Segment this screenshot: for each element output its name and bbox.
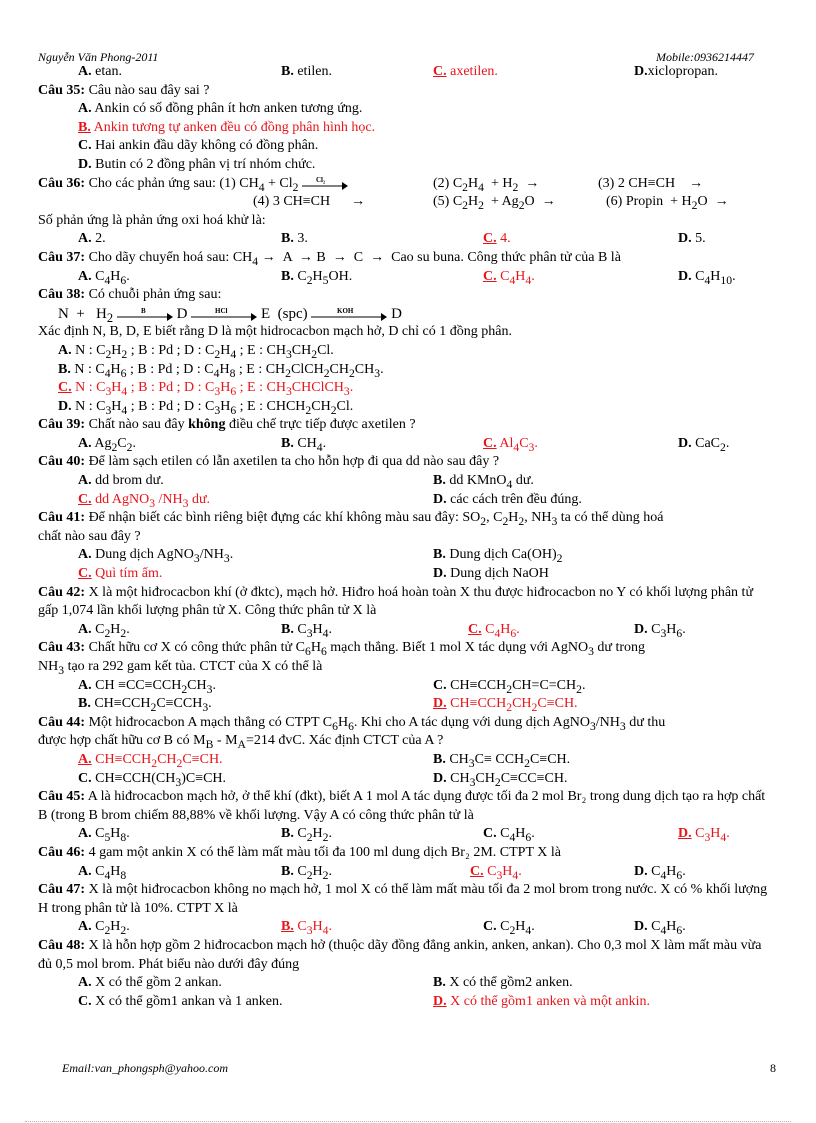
q38-description: Xác định N, B, D, E biết rằng D là một hidrocacbon mạch hở, D chỉ có 1 đồng phân.	[38, 324, 512, 340]
q35-stem: Câu 35: Câu nào sau đây sai ?	[38, 82, 210, 98]
q35-option-d: D. Butin có 2 đồng phân vị trí nhóm chức.	[78, 156, 316, 172]
q43-stem-cont: $NH_3$ tạo ra 292 gam kết tủa. CTCT của X có thể là	[38, 659, 323, 677]
svg-text:HCl: HCl	[215, 307, 228, 316]
q37-stem: Câu 37: Cho dãy chuyển hoá sau: $CH_4 \to A \to B \to C$ → Cao su buna. Công thức phân tử của B là	[38, 249, 621, 268]
arrow-label: Cl₂	[315, 176, 326, 185]
reaction-arrow-icon	[302, 176, 348, 190]
q44-options-row2: C. $CH\equiv CCH(CH_3)C\equiv CH$. D. $CH_3CH_2C\equiv CC\equiv CH$.	[78, 770, 568, 789]
q41-stem-cont: chất nào sau đây ?	[38, 528, 141, 544]
q36-reactions-row2: (4) 3 CH≡CH → (5) $C_2H_2 + Ag_2O$ → (6) Propin + $H_2O$ →	[253, 194, 729, 212]
q48-options-row1: A. X có thể gồm 2 ankan. B. X có thể gồm2 anken.	[78, 975, 573, 991]
q41-stem: Câu 41: Để nhận biết các bình riêng biệt đựng các khí không màu sau đây: $SO_2$, $C_2H_2$, $NH_3$ ta có thể dùng hoá	[38, 510, 664, 529]
q48-stem: Câu 48: X là hỗn hợp gồm 2 hiđrocacbon mạch hở (thuộc dãy đồng đẳng ankin, anken, ankan). Cho 0,3 mol X làm mất màu vừa đủ 0,5 mol brom. Phát biểu nào dưới đây đúng	[38, 937, 762, 972]
page-number: 8	[770, 1061, 776, 1075]
svg-text:KOH: KOH	[337, 307, 354, 316]
q45-options: A. $C_5H_8$. B. $C_2H_2$. C. $C_4H_6$. D. $C_3H_4$.	[78, 826, 730, 845]
q39-options: A. $Ag_2C_2$. B. $CH_4$. C. $Al_4C_3$. D. CaC$_2$.	[78, 435, 730, 454]
q43-options-row1: A. CH $\equiv CC\equiv CCH_2CH_3$. C. $CH\equiv CCH_2CH=C=CH_2$.	[78, 677, 586, 696]
q35-option-c: C. Hai ankin đầu dãy không có đồng phân.	[78, 138, 319, 154]
q47-stem: Câu 47: X là một hiđrocacbon không no mạch hở, 1 mol X có thể làm mất màu tối đa 2 mol brom trong nước. X có % khối lượng H trong phân tử là 10%. CTPT X là	[38, 882, 768, 916]
q44-options-row1: A. $CH\equiv CCH_2CH_2C\equiv CH$. B. $CH_3C\equiv CCH_2C\equiv CH$.	[78, 751, 571, 770]
q34-options: A. etan. B. etilen. C. axetilen. D.xiclopropan.	[78, 64, 718, 79]
q38-option-d: D. N : $C_3H_4$ ; B : Pd ; D : $C_3H_6$ ; E : $CHCH_2CH_2Cl$.	[58, 398, 354, 417]
reaction-arrow-icon	[311, 307, 387, 321]
q40-options-row2: C. dd AgNO$_3$ $/NH_3$ dư. D. các cách trên đều đúng.	[78, 491, 582, 510]
q44-stem: Câu 44: Một hiđrocacbon A mạch thẳng có CTPT $C_6H_6$. Khi cho A tác dụng với dung dịch $AgNO_3/NH_3$ dư thu	[38, 714, 666, 733]
q39-stem: Câu 39: Chất nào sau đây không điều chế trực tiếp được axetilen ?	[38, 417, 416, 433]
q36-stem: Câu 36: Cho các phản ứng sau: (1) $CH_4 + Cl_2$ Cl₂ (2) $C_2H_4 + H_2$ → (3) 2 CH≡CH →	[38, 175, 704, 194]
q38-chain: $N + H_2$ B D HCl E (spc) KOH D	[58, 305, 402, 325]
q44-stem-cont: được hợp chất hữu cơ B có $M_B - M_A=214$ đvC. Xác định CTCT của A ?	[38, 733, 444, 752]
q36-followup: Số phản ứng là phản ứng oxi hoá khử là:	[38, 212, 266, 228]
q42-options: A. $C_2H_2$. B. $C_3H_4$. C. $C_4H_6$. D. $C_3H_6$.	[78, 621, 686, 640]
q42-stem: Câu 42: X là một hiđrocacbon khí (ở đktc), mạch hở. Hiđro hoá hoàn toàn X thu được hiđrocacbon no Y có khối lượng phân tử gấp 1,074 lần khối lượng phân tử X. Công thức phân tử X là	[38, 584, 754, 619]
q38-option-b: B. N : $C_4H_6$ ; B : Pd ; D : $C_4H_8$ ; E : $CH_2ClCH_2CH_2CH_3$.	[58, 361, 384, 380]
svg-text:B: B	[140, 307, 146, 316]
reaction-arrow-icon	[117, 307, 173, 321]
q36-options: A. 2. B. 3. C. 4. D. 5.	[78, 231, 706, 247]
q46-stem: Câu 46: 4 gam một ankin X có thể làm mất màu tối đa 100 ml dung dịch Br₂ 2M. CTPT X là	[38, 844, 561, 860]
header-author: Nguyễn Văn Phong-2011	[38, 50, 159, 64]
q43-options-row2: B. $CH\equiv CCH_2C\equiv CCH_3$. D. $CH\equiv CCH_2CH_2C\equiv CH$.	[78, 696, 578, 714]
q45-stem: Câu 45: A là hiđrocacbon mạch hở, ở thể khí (đkt), biết A 1 mol A tác dụng được tối đa 2 mol Br₂ trong dung dịch tạo ra hợp chất B (trong B brom chiếm 88,88% về khối lượng. Vậy A có công thức phân tử là	[38, 789, 766, 823]
q35-option-a: A. Ankin có số đồng phân ít hơn anken tương ứng.	[78, 101, 363, 117]
q41-options-row1: A. Dung dịch $AgNO_3/NH_3$. B. Dung dịch $Ca(OH)_2$	[78, 547, 563, 566]
q47-options: A. $C_2H_2$. B. $C_3H_4$. C. $C_2H_4$. D. $C_4H_6$.	[78, 919, 686, 938]
document-page	[38, 63, 776, 1011]
page-divider	[25, 1121, 791, 1122]
q46-options: A. $C_4H_8$ B. $C_2H_2$. C. $C_3H_4$. D. $C_4H_6$.	[78, 863, 686, 882]
q38-option-a: A. N : $C_2H_2$ ; B : Pd ; D : $C_2H_4$ ; E : $CH_3CH_2Cl$.	[58, 342, 334, 361]
footer-email: Email:van_phongsph@yahoo.com	[62, 1061, 229, 1075]
q38-stem: Câu 38: Có chuỗi phản ứng sau:	[38, 287, 222, 303]
q40-stem: Câu 40: Để làm sạch etilen có lẫn axetilen ta cho hỗn hợp đi qua dd nào sau đây ?	[38, 454, 500, 470]
q40-options-row1: A. dd brom dư. B. dd KMnO$_4$ dư.	[78, 473, 534, 491]
q37-options: A. $C_4H_6$. B. $C_2H_5OH$. C. $C_4H_4$. D. $C_4H_{10}$.	[78, 268, 736, 287]
q35-option-b: B. Ankin tương tự anken đều có đồng phân hình học.	[78, 119, 376, 135]
q43-stem: Câu 43: Chất hữu cơ X có công thức phân tử $C_6H_6$ mạch thẳng. Biết 1 mol X tác dụng với AgNO$_3$ dư trong	[38, 640, 646, 659]
q48-options-row2: C. X có thể gồm1 ankan và 1 anken. D. X có thể gồm1 anken và một ankin.	[78, 993, 650, 1009]
q38-option-c: C. N : $C_3H_4$ ; B : Pd ; D : $C_3H_6$ ; E : $CH_3CHClCH_3$.	[58, 380, 354, 398]
q41-options-row2: C. Quì tím ẩm. D. Dung dịch NaOH	[78, 566, 549, 582]
header-mobile: Mobile:0936214447	[656, 50, 754, 64]
reaction-arrow-icon	[191, 307, 257, 321]
